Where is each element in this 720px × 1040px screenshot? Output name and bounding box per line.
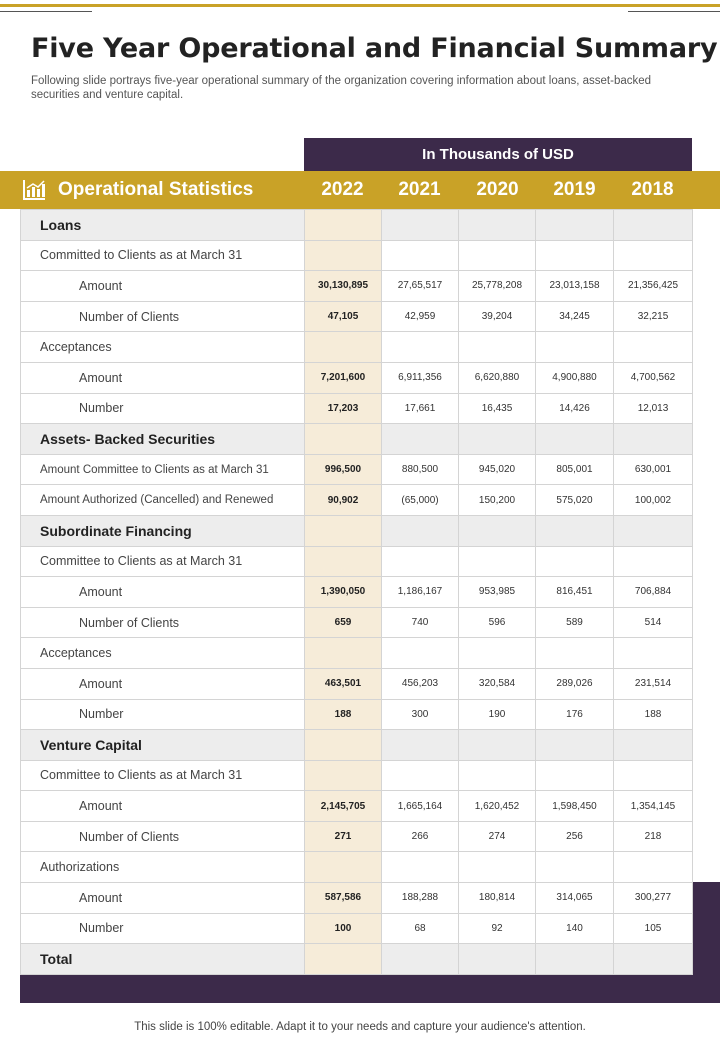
value-cell-2018 (614, 332, 693, 363)
row-label: Number (21, 699, 305, 730)
value-cell-2018 (614, 944, 693, 975)
year-header-2020: 2020 (476, 179, 519, 200)
value-cell-2021: 17,661 (382, 393, 459, 424)
value-cell-2022: 100 (305, 913, 382, 944)
value-cell-2021 (382, 515, 459, 546)
value-cell-2022: 271 (305, 821, 382, 852)
value-cell-2018: 21,356,425 (614, 271, 693, 302)
section-row (21, 210, 693, 241)
value-cell-2018 (614, 760, 693, 791)
table-row (21, 240, 693, 271)
value-cell-2019 (536, 638, 614, 669)
value-cell-2019 (536, 515, 614, 546)
top-right-rule (628, 11, 720, 12)
value-cell-2020: 945,020 (459, 454, 536, 485)
value-cell-2019 (536, 944, 614, 975)
value-cell-2019: 23,013,158 (536, 271, 614, 302)
value-cell-2021 (382, 852, 459, 883)
table-row (21, 393, 693, 424)
value-cell-2019: 1,598,450 (536, 791, 614, 822)
value-cell-2019: 176 (536, 699, 614, 730)
value-cell-2018 (614, 638, 693, 669)
table-row (21, 546, 693, 577)
row-label: Committed to Clients as at March 31 (21, 240, 305, 271)
year-header-2018: 2018 (631, 179, 674, 200)
value-cell-2022: 30,130,895 (305, 271, 382, 302)
value-cell-2020 (459, 730, 536, 761)
value-cell-2021 (382, 760, 459, 791)
section-row (21, 730, 693, 761)
value-cell-2022: 17,203 (305, 393, 382, 424)
value-cell-2022 (305, 210, 382, 241)
row-label: Amount Authorized (Cancelled) and Renewed (21, 485, 305, 516)
value-cell-2019 (536, 546, 614, 577)
value-cell-2022: 47,105 (305, 301, 382, 332)
table-row (21, 852, 693, 883)
value-cell-2021 (382, 332, 459, 363)
value-cell-2019: 4,900,880 (536, 362, 614, 393)
section-row (21, 424, 693, 455)
value-cell-2020 (459, 760, 536, 791)
value-cell-2019: 314,065 (536, 883, 614, 914)
page-title: Five Year Operational and Financial Summary (31, 33, 718, 64)
value-cell-2020: 320,584 (459, 668, 536, 699)
value-cell-2021 (382, 240, 459, 271)
value-cell-2021: 880,500 (382, 454, 459, 485)
page-subtitle: Following slide portrays five-year operational summary of the organization covering information about loans, asset-backed securities and venture capital. (31, 75, 652, 101)
value-cell-2019 (536, 240, 614, 271)
section-row (21, 515, 693, 546)
row-label: Acceptances (21, 638, 305, 669)
table-row (21, 454, 693, 485)
value-cell-2018: 105 (614, 913, 693, 944)
value-cell-2018: 188 (614, 699, 693, 730)
value-cell-2019: 34,245 (536, 301, 614, 332)
value-cell-2022 (305, 852, 382, 883)
value-cell-2021: 68 (382, 913, 459, 944)
value-cell-2020 (459, 240, 536, 271)
value-cell-2022: 996,500 (305, 454, 382, 485)
value-cell-2022: 2,145,705 (305, 791, 382, 822)
value-cell-2018: 300,277 (614, 883, 693, 914)
value-cell-2020 (459, 638, 536, 669)
top-gold-rule (0, 4, 720, 7)
value-cell-2020: 1,620,452 (459, 791, 536, 822)
value-cell-2019: 256 (536, 821, 614, 852)
value-cell-2018: 231,514 (614, 668, 693, 699)
value-cell-2020 (459, 944, 536, 975)
value-cell-2021: 740 (382, 607, 459, 638)
value-cell-2022 (305, 332, 382, 363)
value-cell-2018: 100,002 (614, 485, 693, 516)
value-cell-2018 (614, 424, 693, 455)
row-label: Assets- Backed Securities (21, 424, 305, 455)
row-label: Subordinate Financing (21, 515, 305, 546)
value-cell-2019 (536, 730, 614, 761)
table-row (21, 699, 693, 730)
table-row (21, 485, 693, 516)
value-cell-2020 (459, 515, 536, 546)
value-cell-2021: 456,203 (382, 668, 459, 699)
section-header-band (0, 171, 720, 209)
value-cell-2018: 218 (614, 821, 693, 852)
table-row (21, 821, 693, 852)
value-cell-2021: 188,288 (382, 883, 459, 914)
value-cell-2022: 463,501 (305, 668, 382, 699)
value-cell-2018: 4,700,562 (614, 362, 693, 393)
row-label: Number (21, 913, 305, 944)
units-header: In Thousands of USD (304, 138, 692, 171)
value-cell-2022 (305, 515, 382, 546)
value-cell-2019: 575,020 (536, 485, 614, 516)
value-cell-2019 (536, 424, 614, 455)
value-cell-2019: 589 (536, 607, 614, 638)
value-cell-2018 (614, 852, 693, 883)
value-cell-2019: 805,001 (536, 454, 614, 485)
value-cell-2021: 266 (382, 821, 459, 852)
bar-chart-icon (22, 179, 46, 201)
value-cell-2021: (65,000) (382, 485, 459, 516)
table-row (21, 638, 693, 669)
value-cell-2022 (305, 944, 382, 975)
value-cell-2021: 1,665,164 (382, 791, 459, 822)
row-label: Committee to Clients as at March 31 (21, 760, 305, 791)
value-cell-2020 (459, 852, 536, 883)
value-cell-2020 (459, 424, 536, 455)
decor-bottom-band (20, 974, 720, 1003)
value-cell-2021 (382, 638, 459, 669)
value-cell-2018: 1,354,145 (614, 791, 693, 822)
value-cell-2021 (382, 424, 459, 455)
table-row (21, 883, 693, 914)
value-cell-2020: 6,620,880 (459, 362, 536, 393)
value-cell-2020 (459, 546, 536, 577)
value-cell-2019 (536, 852, 614, 883)
row-label: Total (21, 944, 305, 975)
value-cell-2020: 190 (459, 699, 536, 730)
value-cell-2020 (459, 332, 536, 363)
value-cell-2020: 953,985 (459, 577, 536, 608)
table-row (21, 332, 693, 363)
row-label: Amount (21, 577, 305, 608)
section-row (21, 944, 693, 975)
row-label: Venture Capital (21, 730, 305, 761)
value-cell-2018: 12,013 (614, 393, 693, 424)
value-cell-2020: 274 (459, 821, 536, 852)
row-label: Amount (21, 883, 305, 914)
value-cell-2019: 289,026 (536, 668, 614, 699)
table-row (21, 301, 693, 332)
row-label: Amount (21, 362, 305, 393)
value-cell-2018 (614, 240, 693, 271)
row-label: Acceptances (21, 332, 305, 363)
row-label: Amount (21, 668, 305, 699)
value-cell-2020: 150,200 (459, 485, 536, 516)
value-cell-2020: 25,778,208 (459, 271, 536, 302)
value-cell-2022 (305, 424, 382, 455)
top-left-rule (0, 11, 92, 12)
value-cell-2018 (614, 515, 693, 546)
row-label: Amount (21, 271, 305, 302)
value-cell-2022 (305, 730, 382, 761)
value-cell-2018: 514 (614, 607, 693, 638)
table-row (21, 791, 693, 822)
value-cell-2022: 1,390,050 (305, 577, 382, 608)
value-cell-2020: 180,814 (459, 883, 536, 914)
value-cell-2021: 42,959 (382, 301, 459, 332)
value-cell-2018: 630,001 (614, 454, 693, 485)
value-cell-2020: 596 (459, 607, 536, 638)
value-cell-2022: 587,586 (305, 883, 382, 914)
value-cell-2021 (382, 944, 459, 975)
row-label: Committee to Clients as at March 31 (21, 546, 305, 577)
row-label: Number of Clients (21, 821, 305, 852)
table-row (21, 760, 693, 791)
value-cell-2020: 92 (459, 913, 536, 944)
value-cell-2018: 32,215 (614, 301, 693, 332)
value-cell-2021 (382, 210, 459, 241)
value-cell-2018: 706,884 (614, 577, 693, 608)
table-row (21, 913, 693, 944)
value-cell-2022: 659 (305, 607, 382, 638)
year-header-2019: 2019 (553, 179, 596, 200)
value-cell-2022: 7,201,600 (305, 362, 382, 393)
value-cell-2021: 1,186,167 (382, 577, 459, 608)
row-label: Amount (21, 791, 305, 822)
footer-note: This slide is 100% editable. Adapt it to your needs and capture your audience's attention. (134, 1021, 586, 1033)
value-cell-2022 (305, 546, 382, 577)
row-label: Number of Clients (21, 607, 305, 638)
table-row (21, 607, 693, 638)
value-cell-2022 (305, 240, 382, 271)
value-cell-2018 (614, 210, 693, 241)
section-header-label: Operational Statistics (58, 179, 254, 200)
table-row (21, 271, 693, 302)
table-row (21, 668, 693, 699)
value-cell-2022 (305, 638, 382, 669)
value-cell-2021: 6,911,356 (382, 362, 459, 393)
year-header-2021: 2021 (398, 179, 441, 200)
value-cell-2018 (614, 730, 693, 761)
value-cell-2019: 816,451 (536, 577, 614, 608)
value-cell-2020: 39,204 (459, 301, 536, 332)
value-cell-2022: 188 (305, 699, 382, 730)
value-cell-2022 (305, 760, 382, 791)
table-row (21, 362, 693, 393)
value-cell-2019 (536, 210, 614, 241)
row-label: Loans (21, 210, 305, 241)
summary-table-body (21, 210, 693, 975)
table-row (21, 577, 693, 608)
value-cell-2019: 140 (536, 913, 614, 944)
row-label: Authorizations (21, 852, 305, 883)
value-cell-2021: 300 (382, 699, 459, 730)
value-cell-2018 (614, 546, 693, 577)
year-header-2022: 2022 (321, 179, 364, 200)
value-cell-2019 (536, 332, 614, 363)
summary-table (20, 209, 693, 975)
value-cell-2019: 14,426 (536, 393, 614, 424)
value-cell-2020: 16,435 (459, 393, 536, 424)
value-cell-2020 (459, 210, 536, 241)
value-cell-2021 (382, 546, 459, 577)
row-label: Number (21, 393, 305, 424)
value-cell-2021: 27,65,517 (382, 271, 459, 302)
row-label: Number of Clients (21, 301, 305, 332)
row-label: Amount Committee to Clients as at March 31 (21, 454, 305, 485)
value-cell-2019 (536, 760, 614, 791)
value-cell-2022: 90,902 (305, 485, 382, 516)
value-cell-2021 (382, 730, 459, 761)
